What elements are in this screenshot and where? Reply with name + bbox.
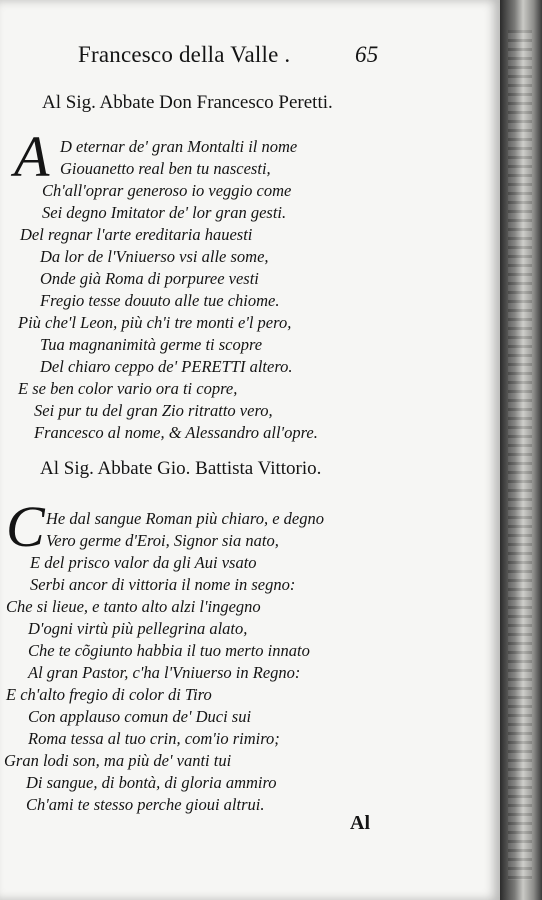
verse-line: Del chiaro ceppo de' PERETTI altero. [40, 357, 293, 376]
poem2-heading: Al Sig. Abbate Gio. Battista Vittorio. [40, 458, 322, 479]
verse-line: Tua magnanimità germe ti scopre [40, 335, 263, 354]
verse-line: Onde già Roma di porpuree vesti [40, 269, 259, 288]
verse-line: D eternar de' gran Montalti il nome [60, 137, 298, 156]
verse-line: Gran lodi son, ma più de' vanti tui [4, 751, 232, 770]
book-binding-edge [500, 0, 542, 900]
verse-line: Vero germe d'Eroi, Signor sia nato, [46, 531, 279, 550]
verse-line: Francesco al nome, & Alessandro all'opre. [34, 423, 318, 442]
poem1-drop-capital: A [14, 124, 50, 189]
verse-line: Più che'l Leon, più ch'i tre monti e'l pero, [18, 313, 292, 332]
verse-line: Serbi ancor di vittoria il nome in segno: [30, 575, 296, 594]
verse-line: Ch'all'oprar generoso io veggio come [42, 181, 292, 200]
catchword: Al [350, 812, 370, 834]
verse-line: Sei degno Imitator de' lor gran gesti. [42, 203, 287, 222]
verse-line: E del prisco valor da gli Aui vsato [30, 553, 257, 572]
verse-line: Che te cõgiunto habbia il tuo merto innato [28, 641, 310, 660]
page-number: 65 [355, 42, 379, 67]
verse-line: D'ogni virtù più pellegrina alato, [28, 619, 248, 638]
verse-line: Da lor de l'Vniuerso vsi alle some, [40, 247, 269, 266]
verse-line: Con applauso comun de' Duci sui [28, 707, 252, 726]
verse-line: He dal sangue Roman più chiaro, e degno [46, 509, 325, 528]
verse-line: Sei pur tu del gran Zio ritratto vero, [34, 401, 273, 420]
verse-line: Ch'ami te stesso perche gioui altrui. [26, 795, 265, 814]
verse-line: Giouanetto real ben tu nascesti, [60, 159, 271, 178]
verse-line: Roma tessa al tuo crin, com'io rimiro; [28, 729, 280, 748]
verse-line: Fregio tesse douuto alle tue chiome. [40, 291, 280, 310]
verse-line: Del regnar l'arte ereditaria hauesti [20, 225, 253, 244]
running-head-title: Francesco della Valle . [78, 42, 291, 67]
verse-line: Che si lieue, e tanto alto alzi l'ingegno [6, 597, 261, 616]
verse-line: E ch'alto fregio di color di Tiro [6, 685, 212, 704]
running-head [78, 42, 408, 78]
poem2-drop-capital: C [6, 494, 45, 559]
page-edge-texture [508, 30, 532, 880]
verse-line: Al gran Pastor, c'ha l'Vniuerso in Regno: [28, 663, 301, 682]
poem1-heading: Al Sig. Abbate Don Francesco Peretti. [42, 92, 333, 113]
verse-line: E se ben color vario ora ti copre, [18, 379, 238, 398]
verse-line: Di sangue, di bontà, di gloria ammiro [26, 773, 277, 792]
